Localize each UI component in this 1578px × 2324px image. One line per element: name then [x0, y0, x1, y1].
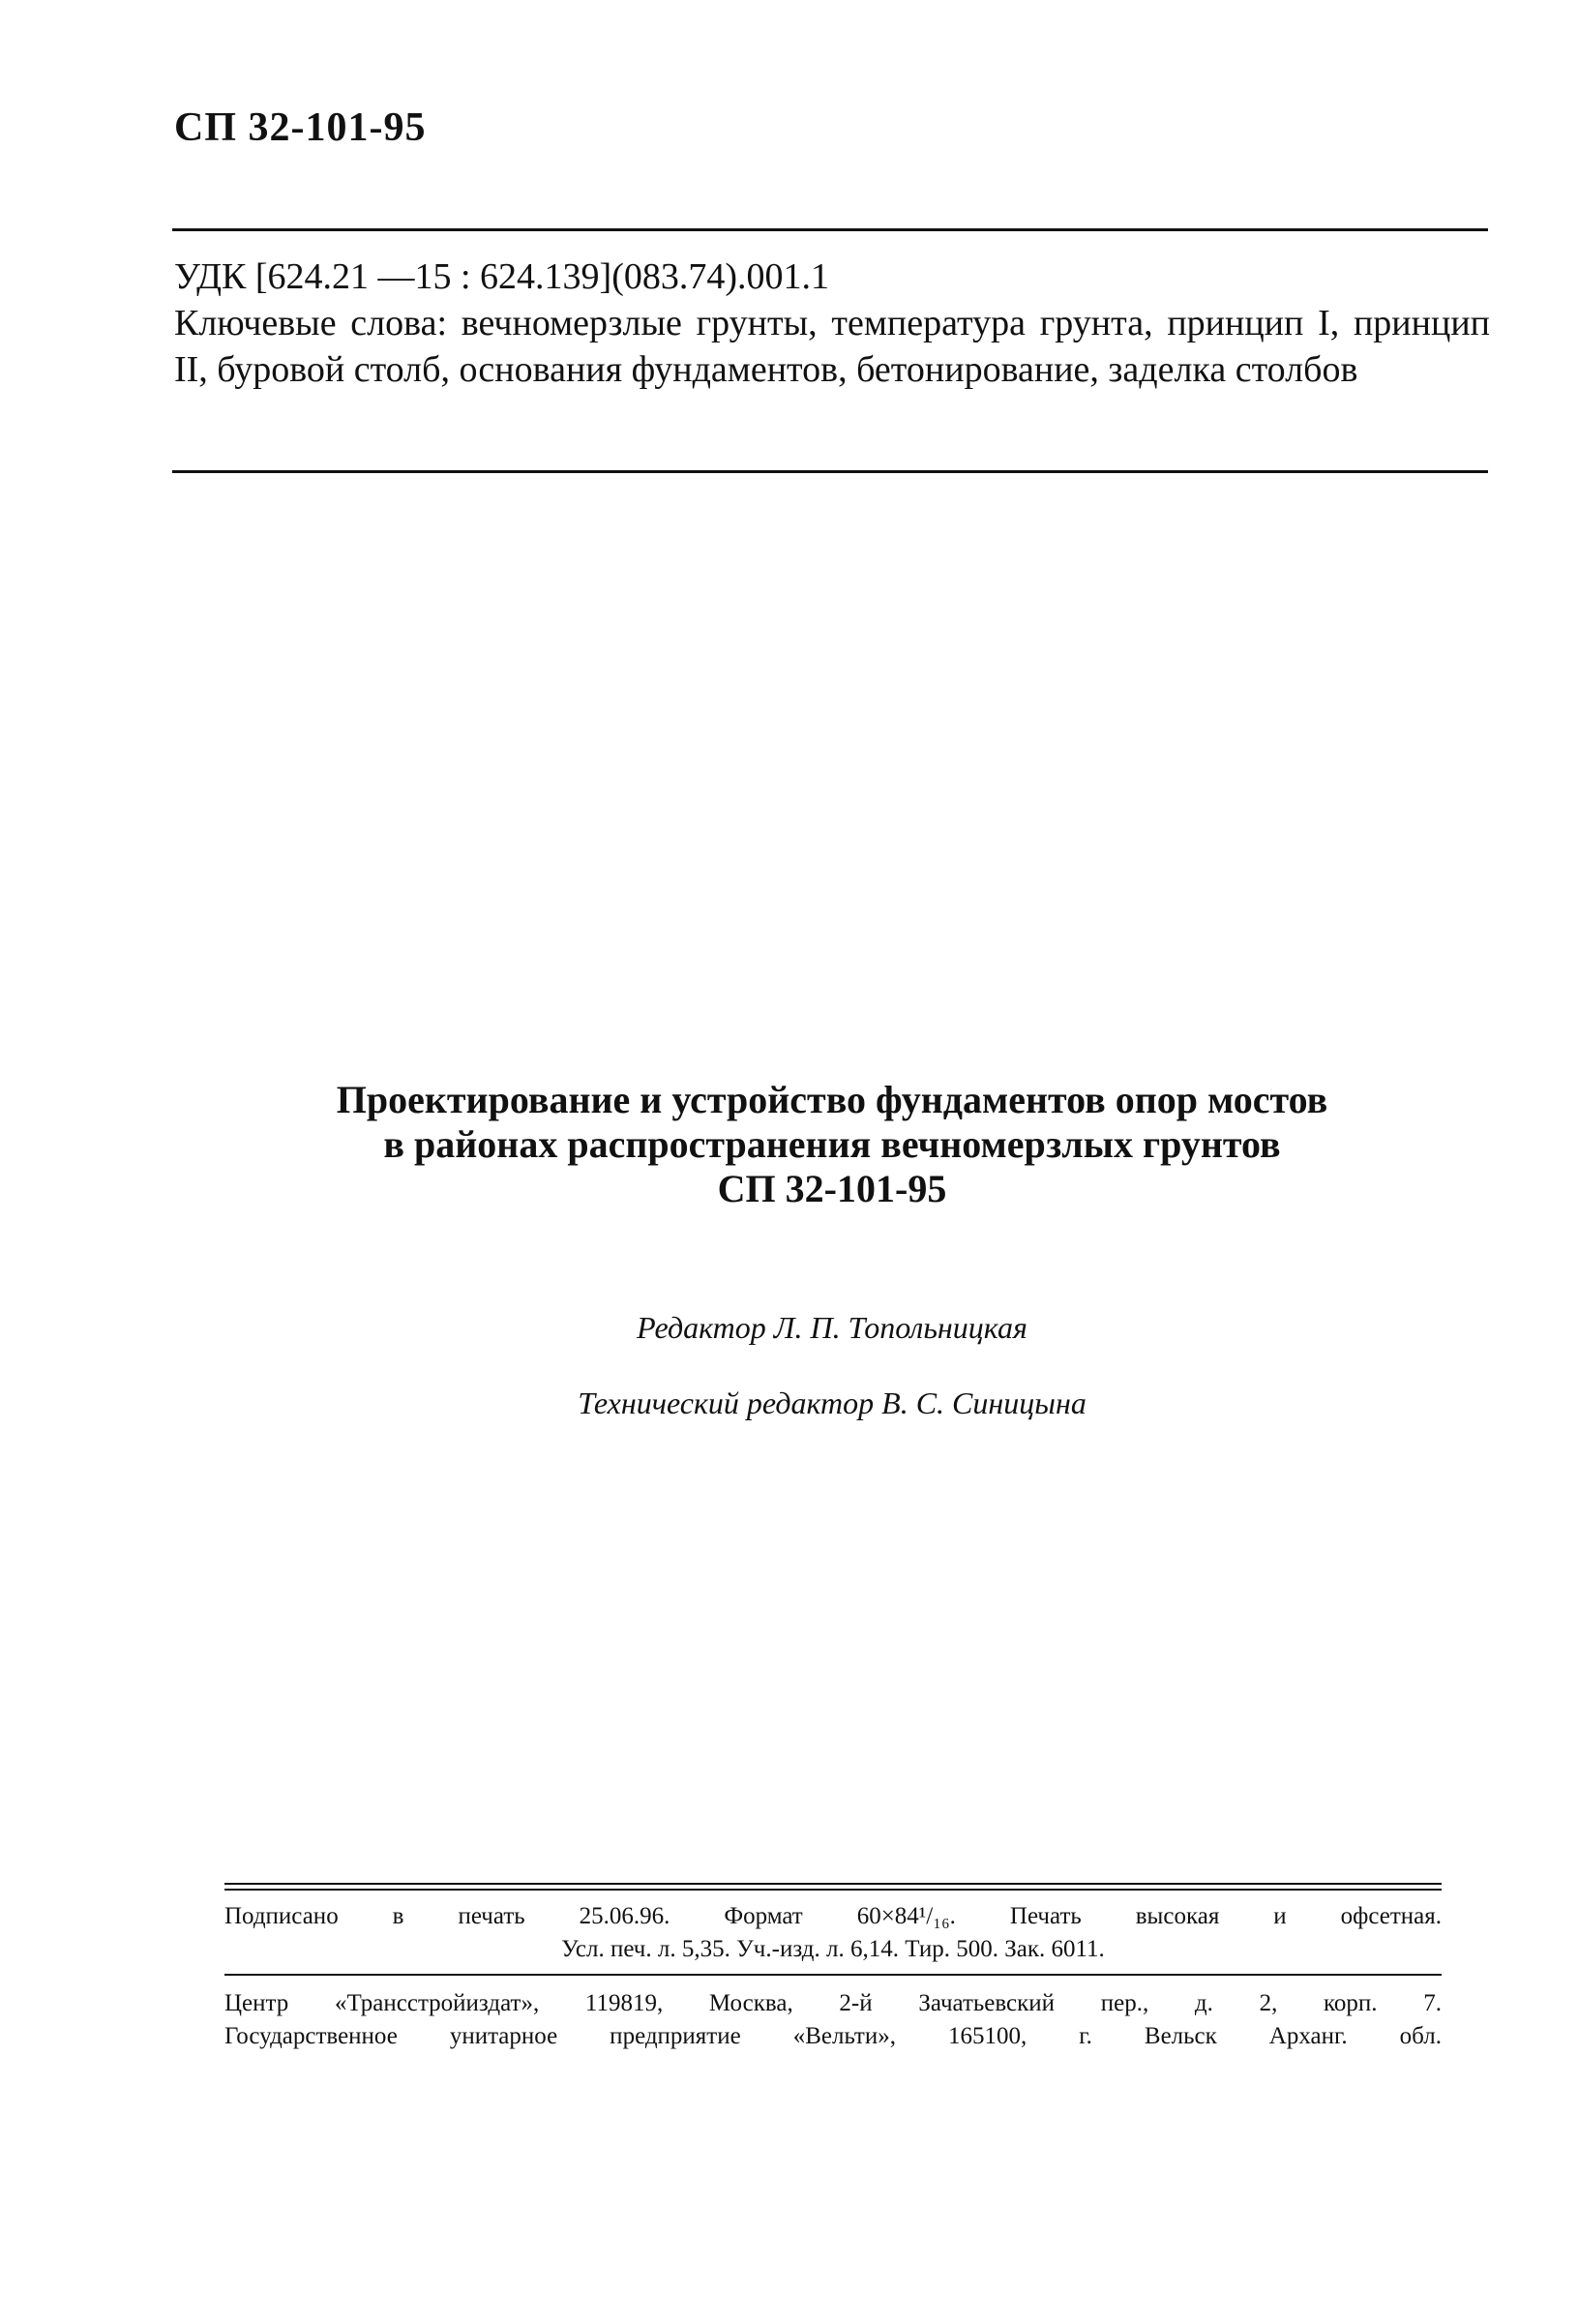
imprint-print-line: Подписано в печать 25.06.96. Формат 60×84¹/₁₆. Печать высокая и офсетная.	[224, 1903, 1442, 1929]
editor-credit: Редактор Л. П. Топольницкая	[637, 1310, 1027, 1345]
editors-block	[174, 1308, 1490, 1422]
publication-title	[174, 1078, 1490, 1211]
document-code-header: СП 32-101-95	[174, 105, 427, 150]
title-line-3: СП 32-101-95	[717, 1167, 947, 1210]
imprint-publisher-line: Центр «Трансстройиздат», 119819, Москва, 2-й Зачатьевский пер., д. 2, корп. 7.	[224, 1990, 1442, 2016]
title-line-2: в районах распространения вечномерзлых грунтов	[383, 1122, 1281, 1166]
keywords-text: Ключевые слова: вечномерзлые грунты, температура грунта, принцип I, принцип II, буровой столб, основания фундаментов, бетонирование, заделка столбов	[174, 303, 1490, 390]
udk-keywords-block	[174, 253, 1490, 393]
imprint-details-line: Усл. печ. л. 5,35. Уч.-изд. л. 6,14. Тир. 500. Зак. 6011.	[561, 1936, 1105, 1962]
imprint-printer-line: Государственное унитарное предприятие «Вельти», 165100, г. Вельск Арханг. обл.	[224, 2023, 1442, 2049]
imprint-rule	[224, 1974, 1442, 1976]
udk-code: УДК [624.21 —15 : 624.139](083.74).001.1	[174, 256, 830, 297]
title-line-1: Проектирование и устройство фундаментов опор мостов	[336, 1078, 1328, 1121]
top-rule	[172, 228, 1488, 231]
tech-editor-credit: Технический редактор В. С. Синицына	[578, 1385, 1087, 1420]
imprint-block	[224, 1883, 1442, 2053]
bottom-rule	[172, 470, 1488, 473]
imprint-double-rule	[224, 1883, 1442, 1891]
